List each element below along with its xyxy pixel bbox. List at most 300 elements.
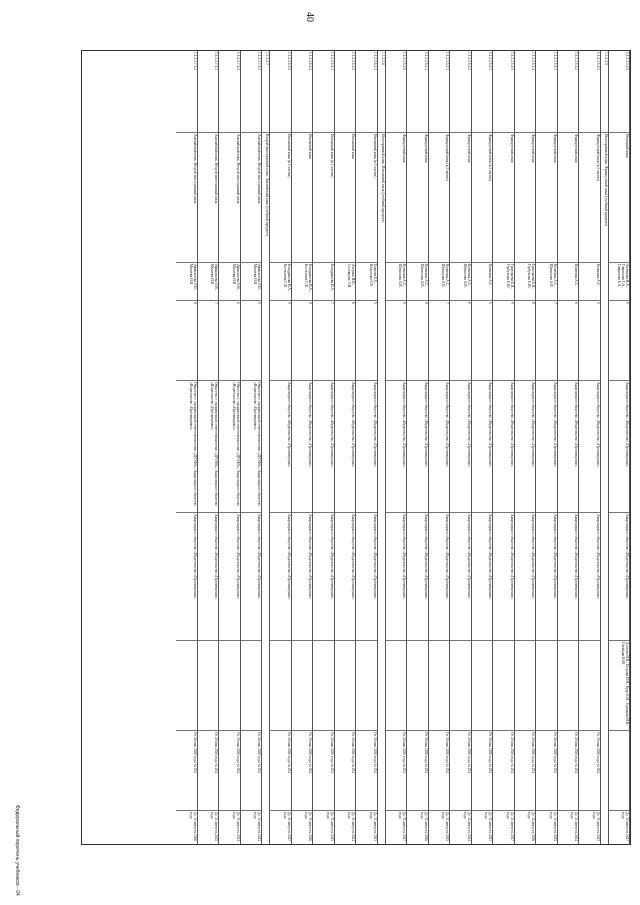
cell-text <box>536 641 558 731</box>
cell-subject <box>515 133 536 263</box>
table-row <box>219 51 241 844</box>
cell-text: Афанасьева О.В., Михеева И.В. <box>253 264 262 291</box>
cell-subject <box>241 133 262 263</box>
cell-text: Акционерное общество «Издательство «Просвещение» <box>286 514 291 599</box>
cell-text: От 20 мая 2020 года № 254 <box>445 732 450 774</box>
cell-subject <box>356 133 377 263</box>
cell-grade <box>198 301 219 381</box>
cell-approval <box>579 731 600 811</box>
cell-text: 6 <box>351 302 356 304</box>
cell-approval <box>472 731 493 811</box>
cell-grade <box>472 301 493 381</box>
cell-text: Акционерное общество «Издательство «Просвещение» <box>372 382 377 467</box>
cell-publisher <box>219 381 240 513</box>
cell-series <box>335 641 356 731</box>
cell-authors <box>386 263 407 301</box>
cell-subject <box>292 133 313 263</box>
cell-text: Французский язык <box>402 134 407 163</box>
cell-grade <box>609 301 630 381</box>
cell-publisher <box>313 381 334 513</box>
cell-text: Акционерное общество «Издательство «Просвещение» <box>625 382 630 467</box>
cell-text: Французский язык <box>509 134 514 163</box>
cell-code <box>609 51 630 133</box>
cell-note <box>335 811 356 844</box>
cell-note <box>198 811 219 844</box>
cell-text: Акционерное общество «Издательство «Просвещение» <box>595 514 600 599</box>
cell-text: От 20 мая 2020 года № 254 <box>351 732 356 774</box>
cell-subject <box>198 133 219 263</box>
cell-grade <box>313 301 334 381</box>
cell-grade <box>335 301 356 381</box>
cell-text: Иностранный язык. Французский язык (учебный предмет) <box>603 134 608 227</box>
cell-text: Кулигина А.С., Щепилова А.В. <box>419 264 428 288</box>
cell-series <box>292 641 313 731</box>
cell-authors <box>292 263 313 301</box>
cell-text: До 31 августа 2027 года <box>282 812 291 842</box>
cell-text <box>313 641 335 731</box>
cell-text: Кондрашова Н.А. <box>329 264 334 291</box>
cell-text: Алергия И.В., Соловцова Э.И. <box>347 264 356 289</box>
cell-note <box>292 811 313 844</box>
cell-text: До 31 августа 2023 года <box>253 812 262 842</box>
cell-text: От 20 мая 2020 года № 254 <box>595 732 600 774</box>
cell-publisher <box>493 381 514 513</box>
cell-text: До 31 августа 2024 года <box>570 812 579 842</box>
cell-text: 6 <box>574 302 579 304</box>
cell-publisher <box>356 381 377 513</box>
cell-approval <box>313 731 334 811</box>
cell-text: Кулигина А.С. <box>574 264 579 287</box>
cell-legal-entity <box>493 513 514 641</box>
cell-publisher <box>515 381 536 513</box>
cell-series <box>558 641 579 731</box>
cell-grade <box>270 301 291 381</box>
page-number: 40 <box>304 12 315 22</box>
cell-text <box>335 641 357 731</box>
cell-text: 9 <box>286 302 291 304</box>
cell-text: Акционерное общество «Издательство «Просвещение» <box>466 382 471 467</box>
cell-text: 8 <box>423 302 428 304</box>
cell-text: Общество с ограниченной ответственностью «ДРОФА»; Акционерное общество «Издательство «Просвещение» <box>210 382 219 507</box>
cell-authors <box>472 263 493 301</box>
cell-text: До 31 августа 2023 года <box>368 812 377 842</box>
table-row <box>292 51 314 844</box>
cell-text: До 31 августа 2024 года <box>347 812 356 842</box>
cell-subject <box>429 133 450 263</box>
cell-text: 1.1.2.2.7.1.2 <box>235 52 240 70</box>
cell-text: 6 <box>235 302 240 304</box>
table-row <box>335 51 357 844</box>
cell-authors <box>270 263 291 301</box>
cell-approval <box>198 731 219 811</box>
cell-text: От 20 мая 2020 года № 254 <box>552 732 557 774</box>
cell-publisher <box>558 381 579 513</box>
cell-text: Акционерное общество «Издательство «Просвещение» <box>192 514 197 599</box>
cell-legal-entity <box>335 513 356 641</box>
cell-text <box>450 641 472 731</box>
cell-text: До 31 августа 2025 года <box>325 812 334 842</box>
cell-authors <box>429 263 450 301</box>
cell-note <box>270 811 291 844</box>
cell-subject <box>176 133 197 263</box>
cell-text: От 20 мая 2020 года № 254 <box>286 732 291 774</box>
cell-series <box>313 641 334 731</box>
cell-authors <box>407 263 428 301</box>
cell-text: Акционерное общество «Издательство «Просвещение» <box>445 514 450 599</box>
cell-text: Кулигина А.С., Щепилова А.В. <box>441 264 450 288</box>
cell-legal-entity <box>198 513 219 641</box>
cell-series <box>356 641 377 731</box>
cell-legal-entity <box>313 513 334 641</box>
cell-subject <box>536 133 557 263</box>
cell-text: Акционерное общество «Издательство «Просвещение» <box>509 382 514 467</box>
cell-text: 1.1.2.2.7.1.1 <box>257 52 262 70</box>
cell-text <box>493 641 515 731</box>
cell-text <box>356 641 378 731</box>
cell-text <box>472 641 494 731</box>
cell-text: 1.1.2.2.6.1.4 <box>308 52 313 70</box>
cell-text: От 20 мая 2020 года № 254 <box>372 732 377 774</box>
cell-text: 5 <box>595 302 600 304</box>
cell-title <box>378 133 385 844</box>
cell-legal-entity <box>219 513 240 641</box>
cell-text: До 31 августа 2024 года <box>462 812 471 842</box>
cell-note <box>609 811 630 844</box>
cell-text: Испанский язык <box>351 134 356 159</box>
cell-text: Боярова Е.Е., Шорохова О.Е. <box>368 264 377 288</box>
cell-text: Акционерное общество «Издательство «Просвещение» <box>308 382 313 467</box>
cell-text: 8 <box>192 302 197 304</box>
table-row <box>472 51 494 844</box>
cell-text: 1.1.2.2.5.1.5 <box>509 52 514 70</box>
cell-text <box>558 641 580 731</box>
cell-code <box>335 51 356 133</box>
cell-text: От 20 мая 2020 года № 254 <box>402 732 407 774</box>
cell-text: 5 <box>257 302 262 304</box>
cell-text: Кулигина А.С. <box>595 264 600 287</box>
cell-text: До 31 августа 2026 года <box>527 812 536 842</box>
table-row <box>493 51 515 844</box>
cell-text: 7 <box>445 302 450 304</box>
cell-text: 5 <box>488 302 493 304</box>
cell-authors <box>356 263 377 301</box>
cell-text <box>429 641 451 731</box>
cell-code <box>407 51 428 133</box>
cell-code <box>313 51 334 133</box>
cell-text: 9 <box>509 302 514 304</box>
cell-text: От 20 мая 2020 года № 254 <box>192 732 197 774</box>
cell-text: Кондрашова Н.А., Костылева С.В. <box>282 264 291 292</box>
cell-publisher <box>472 381 493 513</box>
cell-code <box>450 51 471 133</box>
cell-grade <box>515 301 536 381</box>
cell-grade <box>579 301 600 381</box>
cell-approval <box>609 731 630 811</box>
cell-text: 1.1.2.2.5.2.4 <box>423 52 428 70</box>
cell-note <box>241 811 262 844</box>
cell-text: Кулигина А.С., Щепилова А.В. <box>462 264 471 288</box>
cell-subject <box>472 133 493 263</box>
cell-subject <box>558 133 579 263</box>
cell-text: Акционерное общество «Издательство «Просвещение» <box>235 514 240 599</box>
cell-legal-entity <box>515 513 536 641</box>
cell-series <box>450 641 471 731</box>
cell-text: До 31 августа 2026 года <box>304 812 313 842</box>
cell-text: 6 <box>466 302 471 304</box>
cell-code <box>515 51 536 133</box>
cell-text: 1.1.2.2.7.1.3 <box>214 52 219 70</box>
cell-text: Акционерное общество «Издательство «Просвещение» <box>488 382 493 467</box>
cell-subject <box>579 133 600 263</box>
cell-text: 9 <box>402 302 407 304</box>
cell-subject <box>609 133 630 263</box>
cell-text: Афанасьева О.В., Михеева И.В. <box>210 264 219 291</box>
cell-code <box>378 51 385 133</box>
table-row <box>270 51 292 844</box>
cell-legal-entity <box>356 513 377 641</box>
cell-series <box>219 641 240 731</box>
cell-text: До 31 августа 2023 года <box>484 812 493 842</box>
cell-text: От 20 мая 2020 года № 254 <box>488 732 493 774</box>
cell-text: Акционерное общество «Издательство «Просвещение» <box>466 514 471 599</box>
cell-grade <box>450 301 471 381</box>
cell-code <box>472 51 493 133</box>
cell-text: Акционерное общество «Издательство «Просвещение» <box>308 514 313 599</box>
cell-text: Английский язык. Второй иностранный язык <box>214 134 219 204</box>
cell-text: До 31 августа 2026 года <box>188 812 197 842</box>
cell-text: 1.1.2.2.3.4.5 <box>625 52 630 70</box>
cell-legal-entity <box>609 513 630 641</box>
cell-text: До 31 августа 2027 года <box>505 812 514 842</box>
cell-text: Акционерное общество «Издательство «Просвещение» <box>531 382 536 467</box>
cell-text <box>515 641 537 731</box>
cell-text <box>176 641 198 731</box>
cell-text: Артемова Н.А., Гаврилова Т.А., Гаврилова Е.А. <box>617 264 630 288</box>
cell-note <box>450 811 471 844</box>
cell-grade <box>176 301 197 381</box>
cell-note <box>579 811 600 844</box>
cell-text: Акционерное общество «Издательство «Просвещение» <box>445 382 450 467</box>
cell-legal-entity <box>429 513 450 641</box>
table-row <box>579 51 601 844</box>
cell-legal-entity <box>558 513 579 641</box>
cell-publisher <box>292 381 313 513</box>
cell-authors <box>536 263 557 301</box>
section-row <box>262 51 270 844</box>
cell-text: Французский язык <box>552 134 557 163</box>
cell-series <box>241 641 262 731</box>
cell-text <box>579 641 601 731</box>
cell-note <box>407 811 428 844</box>
cell-text: Английский язык. Второй иностранный язык <box>192 134 197 204</box>
cell-text: До 31 августа 2025 года <box>210 812 219 842</box>
cell-text: Афанасьева О.В., Михеева И.В. <box>231 264 240 291</box>
table-row <box>536 51 558 844</box>
cell-code <box>241 51 262 133</box>
cell-text: Кулигина А.С., Щепилова А.В. <box>398 264 407 288</box>
cell-text: Акционерное общество «Издательство «Просвещение» <box>552 514 557 599</box>
cell-approval <box>356 731 377 811</box>
cell-approval <box>386 731 407 811</box>
cell-text: Кулигина А.С., Щепилова А.В. <box>548 264 557 288</box>
cell-text: Акционерное общество «Издательство «Просвещение» <box>286 382 291 467</box>
page-footer: Федеральный перечень учебников - 04 <box>14 805 20 896</box>
cell-text: 9 <box>625 302 630 304</box>
cell-text: Акционерное общество «Издательство «Просвещение» <box>488 514 493 599</box>
cell-code <box>536 51 557 133</box>
cell-series <box>176 641 197 731</box>
cell-subject <box>407 133 428 263</box>
cell-text: Французский язык <box>574 134 579 163</box>
table-row <box>429 51 451 844</box>
cell-text: От 20 мая 2020 года № 254 <box>466 732 471 774</box>
cell-legal-entity <box>241 513 262 641</box>
cell-note <box>313 811 334 844</box>
cell-text <box>386 641 408 731</box>
cell-text: Акционерное общество «Издательство «Просвещение» <box>595 382 600 467</box>
cell-series <box>493 641 514 731</box>
cell-authors <box>450 263 471 301</box>
cell-text: Акционерное общество «Издательство «Просвещение» <box>531 514 536 599</box>
cell-text: Общество с ограниченной ответственностью «ДРОФА»; Акционерное общество «Издательство «Просвещение» <box>188 382 197 507</box>
cell-text: Второй иностранный язык. Английский язык (учебный предмет) <box>265 134 270 236</box>
cell-text: Французский язык (в 2 частях) <box>445 134 450 182</box>
cell-text: Акционерное общество «Издательство «Просвещение» <box>552 382 557 467</box>
cell-text: 1.1.2.2.5.2.1 <box>488 52 493 70</box>
cell-text: Французский язык (в 2 частях) <box>595 134 600 182</box>
cell-text: 1.1.2.2.6.1.2 <box>351 52 356 70</box>
cell-subject <box>335 133 356 263</box>
cell-text: Французский язык <box>466 134 471 163</box>
cell-code <box>198 51 219 133</box>
cell-note <box>386 811 407 844</box>
cell-publisher <box>450 381 471 513</box>
cell-authors <box>558 263 579 301</box>
cell-text: 1.1.2.2.5.1.1 <box>595 52 600 70</box>
cell-series <box>429 641 450 731</box>
cell-text: От 20 мая 2020 года № 254 <box>423 732 428 774</box>
cell-text <box>198 641 220 731</box>
cell-grade <box>429 301 450 381</box>
cell-approval <box>558 731 579 811</box>
cell-note <box>429 811 450 844</box>
cell-grade <box>241 301 262 381</box>
cell-authors <box>176 263 197 301</box>
cell-publisher <box>198 381 219 513</box>
cell-code <box>219 51 240 133</box>
cell-code <box>292 51 313 133</box>
cell-text: От 20 мая 2020 года № 254 <box>257 732 262 774</box>
cell-text: До 31 августа 2023 года <box>591 812 600 842</box>
cell-text: Иностранный язык. Испанский язык (учебный предмет) <box>380 134 385 223</box>
cell-text: До 31 августа 2026 года <box>419 812 428 842</box>
cell-approval <box>450 731 471 811</box>
cell-series <box>536 641 557 731</box>
cell-text: Английский язык. Второй иностранный язык <box>257 134 262 204</box>
table-row <box>515 51 537 844</box>
cell-series <box>609 641 630 731</box>
cell-text <box>609 731 631 811</box>
cell-note <box>493 811 514 844</box>
table-row <box>450 51 472 844</box>
cell-text: Акционерное общество «Издательство «Просвещение» <box>351 514 356 599</box>
cell-legal-entity <box>450 513 471 641</box>
cell-series <box>270 641 291 731</box>
cell-grade <box>558 301 579 381</box>
cell-note <box>176 811 197 844</box>
cell-text: 8 <box>531 302 536 304</box>
cell-code <box>601 51 608 133</box>
cell-text: Акционерное общество «Издательство «Просвещение» <box>509 514 514 599</box>
cell-text: 1.1.2.2.5.2.5 <box>402 52 407 70</box>
cell-approval <box>241 731 262 811</box>
cell-text: Немецкий язык <box>625 134 630 158</box>
cell-legal-entity <box>472 513 493 641</box>
cell-text: 7 <box>552 302 557 304</box>
cell-text: 1.1.2.2.6.1.1 <box>372 52 377 70</box>
cell-series <box>579 641 600 731</box>
cell-text: Испанский язык (в 2 частях) <box>329 134 334 178</box>
cell-grade <box>292 301 313 381</box>
cell-text: Акционерное общество «Издательство «Просвещение» <box>372 514 377 599</box>
cell-code <box>262 51 269 133</box>
cell-note <box>515 811 536 844</box>
cell-code <box>356 51 377 133</box>
cell-legal-entity <box>536 513 557 641</box>
cell-text: От 20 мая 2020 года № 254 <box>509 732 514 774</box>
cell-text: Акционерное общество «Издательство «Просвещение» <box>574 382 579 467</box>
cell-text: До 31 августа 2027 года <box>398 812 407 842</box>
cell-text: Григорьева Е.Я., Горбунова Е.Ю. <box>505 264 514 290</box>
cell-text: 1.1.2.2.5.1.2 <box>574 52 579 70</box>
cell-text: Английский язык. Второй иностранный язык <box>235 134 240 204</box>
cell-publisher <box>609 381 630 513</box>
cell-subject <box>450 133 471 263</box>
cell-note <box>558 811 579 844</box>
table-row <box>609 51 631 844</box>
cell-title <box>262 133 269 844</box>
cell-text: Общество с ограниченной ответственностью «ДРОФА»; Акционерное общество «Издательство «Просвещение» <box>231 382 240 507</box>
cell-approval <box>429 731 450 811</box>
cell-text: 7 <box>214 302 219 304</box>
cell-approval <box>176 731 197 811</box>
section-row <box>378 51 386 844</box>
cell-text: 5 <box>372 302 377 304</box>
cell-grade <box>536 301 557 381</box>
cell-subject <box>313 133 334 263</box>
cell-text <box>241 641 263 731</box>
cell-authors <box>241 263 262 301</box>
cell-grade <box>407 301 428 381</box>
cell-approval <box>515 731 536 811</box>
cell-grade <box>356 301 377 381</box>
cell-authors <box>335 263 356 301</box>
cell-authors <box>515 263 536 301</box>
cell-series <box>515 641 536 731</box>
cell-text: Кондрашова Н.А., Костылева С.В. <box>304 264 313 292</box>
cell-text: Афанасьева О.В., Михеева И.В. <box>188 264 197 291</box>
cell-text <box>292 641 314 731</box>
cell-publisher <box>176 381 197 513</box>
cell-text <box>270 641 292 731</box>
cell-authors <box>313 263 334 301</box>
cell-text: 1.1.2.2.7.1.4 <box>192 52 197 70</box>
cell-text: От 20 мая 2020 года № 254 <box>214 732 219 774</box>
cell-text: 1.1.2.2.5.1.3 <box>552 52 557 70</box>
cell-text: Акционерное общество «Издательство «Просвещение» <box>214 514 219 599</box>
cell-publisher <box>407 381 428 513</box>
cell-authors <box>198 263 219 301</box>
